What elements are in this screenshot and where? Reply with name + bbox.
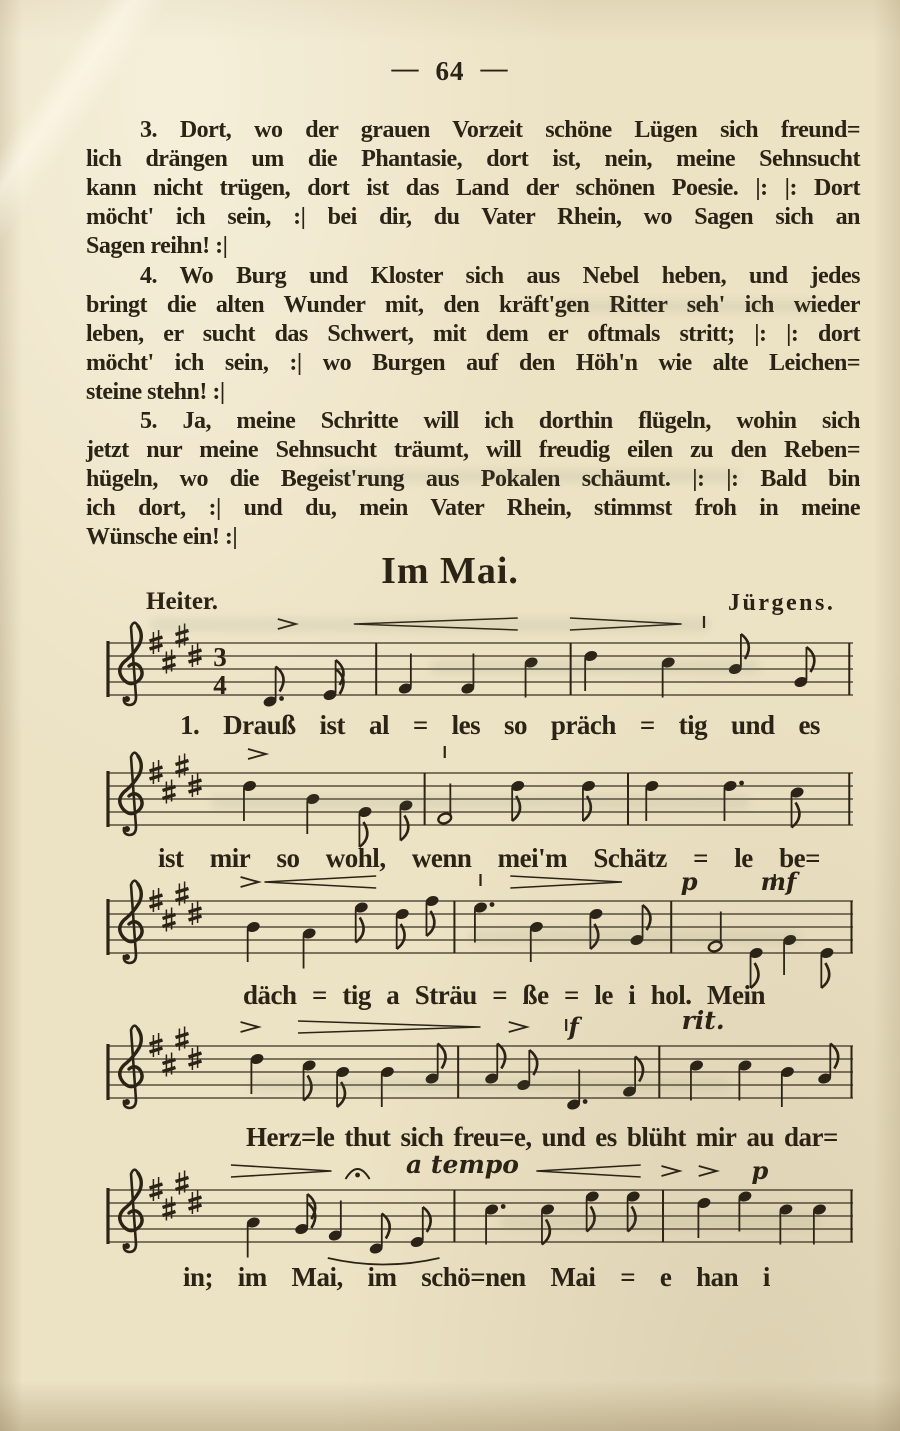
note <box>529 920 545 962</box>
note <box>301 1059 317 1101</box>
note <box>737 1059 753 1101</box>
sharp-icon <box>176 1171 189 1195</box>
note <box>394 907 410 949</box>
note <box>588 907 604 949</box>
note <box>249 1052 265 1094</box>
lyric-syllable: sich <box>400 1122 444 1152</box>
verse-4 <box>86 262 860 407</box>
note <box>812 1203 828 1245</box>
lyric-syllable: so <box>276 843 300 873</box>
lyric-line-1 <box>180 710 820 741</box>
clef-ball <box>124 826 130 832</box>
verse-line: steine stehn! :| <box>86 379 225 405</box>
accent-mark <box>509 1022 527 1032</box>
fermata-icon <box>346 1169 370 1179</box>
note <box>737 1190 753 1232</box>
lyric-line-5 <box>183 1262 770 1293</box>
note <box>484 1044 505 1086</box>
note <box>778 1203 794 1245</box>
note <box>696 1196 712 1238</box>
note <box>484 1203 506 1245</box>
dynamic-marking: p <box>751 1156 769 1185</box>
treble-clef-icon <box>120 1170 142 1252</box>
lyric-syllable: tig <box>342 980 371 1010</box>
lyric-syllable: au <box>746 1122 774 1152</box>
sharp-icon <box>150 1033 163 1057</box>
header-dash-right: — <box>480 53 509 83</box>
lyric-syllable: däch <box>243 980 297 1010</box>
note <box>245 920 261 962</box>
note <box>353 901 369 943</box>
lyric-syllable: wenn <box>411 843 472 873</box>
verse-3 <box>86 116 860 261</box>
clef-ball <box>124 1243 130 1249</box>
crescendo-hairpin <box>264 876 376 888</box>
lyric-syllable: le <box>734 843 753 873</box>
sharp-icon <box>163 1197 176 1221</box>
note <box>335 1065 351 1107</box>
sharp-icon <box>176 1027 189 1051</box>
lyric-syllable: = <box>412 710 428 740</box>
lyric-syllable: tig <box>678 710 708 740</box>
note <box>397 654 413 696</box>
lyric-syllable: mir <box>695 1122 737 1152</box>
note <box>523 656 539 698</box>
lyric-syllable: Mai, <box>291 1262 343 1292</box>
music-system-5 <box>98 1145 868 1277</box>
treble-clef-icon <box>120 1026 142 1108</box>
note <box>583 649 599 691</box>
note <box>380 1065 396 1107</box>
lyric-syllable: in; <box>183 1262 214 1292</box>
sharp-icon <box>150 760 163 784</box>
sharp-icon <box>189 773 202 797</box>
sharp-icon <box>189 1190 202 1214</box>
lyric-syllable: mir <box>209 843 251 873</box>
treble-clef-icon <box>120 623 142 705</box>
sharp-icon <box>150 630 163 654</box>
lyric-syllable: im <box>367 1262 397 1292</box>
lyric-syllable: Drauß <box>223 710 296 740</box>
verse-line: 5. Ja, meine Schritte will ich dorthin flügeln, wohin sich <box>140 408 860 434</box>
note <box>424 894 440 936</box>
lyric-syllable: thut <box>344 1122 391 1152</box>
lyric-syllable: han <box>696 1262 739 1292</box>
treble-clef-icon <box>120 753 142 835</box>
lyric-syllable: ße <box>522 980 549 1010</box>
sharp-icon <box>150 1177 163 1201</box>
note <box>660 656 676 698</box>
accent-mark <box>248 749 266 759</box>
note <box>242 779 258 821</box>
lyric-syllable: ist <box>319 710 346 740</box>
verse-line: lich drängen um die Phantasie, dort ist, nein, meine Sehnsucht <box>86 146 860 172</box>
song-title: Im Mai. <box>381 550 519 592</box>
note <box>301 927 317 969</box>
note <box>327 1201 343 1243</box>
time-signature-bottom: 4 <box>213 670 227 700</box>
sharp-icon <box>189 901 202 925</box>
lyric-syllable: und <box>541 1122 586 1152</box>
note <box>789 786 805 828</box>
music-system-svg <box>98 1145 868 1277</box>
note <box>644 779 660 821</box>
lyric-line-4 <box>246 1122 838 1153</box>
clef-ball <box>124 954 130 960</box>
sharp-icon <box>163 908 176 932</box>
verse-line: Wünsche ein! :| <box>86 524 238 550</box>
clef-ball <box>124 1099 130 1105</box>
lyric-syllable: präch <box>550 710 616 740</box>
time-signature-top: 3 <box>213 642 227 672</box>
verse-line: jetzt nur meine Sehnsucht träumt, will freudig eilen zu den Reben= <box>86 437 860 463</box>
note <box>460 654 476 696</box>
sharp-icon <box>189 1046 202 1070</box>
lyric-syllable: le <box>594 980 613 1010</box>
tempo-marking: rit. <box>681 1006 725 1035</box>
note <box>424 1044 445 1086</box>
note <box>566 1070 588 1112</box>
composer-name: Jürgens. <box>728 590 836 616</box>
lyric-syllable: wohl, <box>325 843 386 873</box>
accent-mark <box>241 877 259 887</box>
note <box>625 1190 641 1232</box>
lyric-syllable: und <box>730 710 775 740</box>
lyric-syllable: freu=e, <box>453 1122 532 1152</box>
note <box>622 1057 643 1099</box>
page-number: 64 <box>435 56 465 86</box>
note <box>245 1216 261 1258</box>
verse-line: kann nicht trügen, dort ist das Land der schönen Poesie. |: |: Dort <box>86 175 860 201</box>
lyric-syllable: Schätz <box>593 843 667 873</box>
lyric-syllable: = <box>639 710 655 740</box>
lyric-syllable: be= <box>779 843 820 873</box>
treble-clef-icon <box>120 881 142 963</box>
music-system-svg <box>98 728 868 860</box>
music-system-svg <box>98 856 868 988</box>
verse-line: bringt die alten Wunder mit, den kräft'gen Ritter seh' ich wieder <box>86 292 860 318</box>
note <box>368 1214 389 1256</box>
lyric-syllable: i <box>628 980 636 1010</box>
lyric-syllable: Sträu <box>414 980 477 1010</box>
lyric-syllable: hol. <box>650 980 692 1010</box>
dynamic-marking: f <box>568 1012 579 1041</box>
accent-mark <box>699 1166 717 1176</box>
lyric-syllable: Mai <box>550 1262 596 1292</box>
lyric-syllable: = <box>693 843 709 873</box>
music-system-svg <box>98 1001 868 1133</box>
note <box>581 779 597 821</box>
lyric-line-2 <box>158 843 820 874</box>
lyric-syllable: dar= <box>784 1122 838 1152</box>
music-system-4 <box>98 1001 868 1133</box>
note <box>437 784 453 826</box>
lyric-syllable: so <box>504 710 528 740</box>
sharp-icon <box>176 754 189 778</box>
note <box>780 1065 796 1107</box>
accent-mark <box>278 619 296 629</box>
sharp-icon <box>163 650 176 674</box>
tempo-indication: Heiter. <box>146 588 218 615</box>
music-system-3 <box>98 856 868 988</box>
note <box>262 667 284 709</box>
sharp-icon <box>189 643 202 667</box>
lyric-syllable: = <box>311 980 327 1010</box>
note <box>357 805 373 847</box>
diminuendo-hairpin <box>298 1021 481 1033</box>
crescendo-hairpin <box>354 618 518 630</box>
note <box>510 779 526 821</box>
note <box>584 1190 600 1232</box>
lyric-syllable: Mein <box>707 980 765 1010</box>
clef-ball <box>124 696 130 702</box>
note <box>305 792 321 834</box>
header-dash-left: — <box>391 53 420 83</box>
note <box>540 1203 556 1245</box>
verse-line: möcht' ich sein, :| bei dir, du Vater Rhein, wo Sagen sich an <box>86 204 860 230</box>
verse-line: 3. Dort, wo der grauen Vorzeit schöne Lügen sich freund= <box>140 117 860 143</box>
tempo-marking: a tempo <box>406 1150 519 1179</box>
note <box>817 1044 838 1086</box>
lyric-syllable: les <box>451 710 481 740</box>
lyric-syllable: a <box>386 980 400 1010</box>
accent-mark <box>661 1166 679 1176</box>
verse-5 <box>86 407 860 552</box>
verse-line: Sagen reihn! :| <box>86 233 228 259</box>
note <box>473 901 495 943</box>
lyric-syllable: 1. <box>180 710 200 740</box>
lyric-line-3 <box>243 980 765 1011</box>
sharp-icon <box>176 882 189 906</box>
music-system-2 <box>98 728 868 860</box>
lyric-syllable: i <box>762 1262 770 1292</box>
lyric-syllable: mei'm <box>497 843 568 873</box>
sharp-icon <box>176 624 189 648</box>
sharp-icon <box>163 780 176 804</box>
lyric-syllable: e <box>659 1262 672 1292</box>
accent-mark <box>241 1022 259 1032</box>
lyric-syllable: im <box>237 1262 267 1292</box>
sharp-icon <box>150 888 163 912</box>
lyric-syllable: = <box>564 980 579 1010</box>
page-header <box>0 53 900 87</box>
diminuendo-hairpin <box>510 876 622 888</box>
lyric-syllable: ist <box>158 843 184 873</box>
dynamic-marking: mf <box>760 867 797 896</box>
lyric-syllable: Herz=le <box>246 1122 335 1152</box>
verse-line: ich dort, :| und du, mein Vater Rhein, stimmst froh in meine <box>86 495 860 521</box>
verse-line: leben, er sucht das Schwert, mit dem er oftmals stritt; |: |: dort <box>86 321 860 347</box>
lyric-syllable: schö=nen <box>421 1262 526 1292</box>
lyric-syllable: es <box>595 1122 617 1152</box>
lyric-syllable: blüht <box>626 1122 686 1152</box>
verse-line: möcht' ich sein, :| wo Burgen auf den Höh'n wie alte Leichen= <box>86 350 860 376</box>
note <box>782 933 798 975</box>
note <box>819 946 835 988</box>
dynamic-marking: p <box>680 867 698 896</box>
lyric-syllable: = <box>620 1262 636 1292</box>
note <box>398 799 414 841</box>
verse-line: hügeln, wo die Begeist'rung aus Pokalen schäumt. |: |: Bald bin <box>86 466 860 492</box>
crescendo-hairpin <box>536 1165 640 1177</box>
lyric-syllable: al <box>368 710 389 740</box>
diminuendo-hairpin <box>231 1165 332 1177</box>
lyric-syllable: = <box>492 980 508 1010</box>
note <box>707 912 723 954</box>
note <box>689 1059 705 1101</box>
sharp-icon <box>163 1053 176 1077</box>
verse-line: 4. Wo Burg und Kloster sich aus Nebel heben, und jedes <box>140 263 860 289</box>
lyric-syllable: es <box>798 710 820 740</box>
diminuendo-hairpin <box>570 618 682 630</box>
